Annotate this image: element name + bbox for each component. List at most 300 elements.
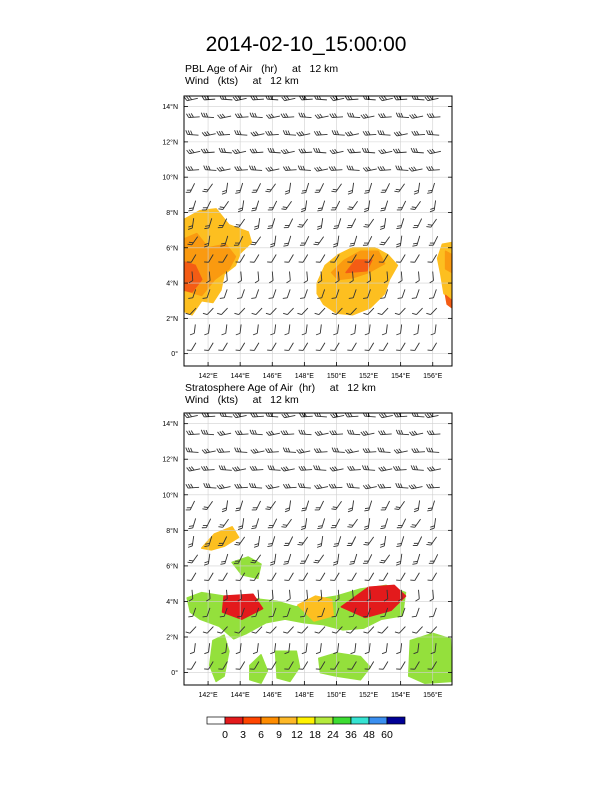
wind-barb [285,500,291,512]
wind-barb [396,235,402,247]
wind-barb [235,113,248,118]
wind-barb [235,217,245,229]
wind-barb [345,130,359,137]
wind-barb [283,448,296,453]
wind-barb [283,483,296,488]
wind-barb [250,341,259,352]
wind-barb [222,182,228,194]
wind-barb [315,624,325,635]
colorbar-swatch [297,717,315,724]
wind-barb [381,499,390,512]
wind-barb [361,429,375,436]
wind-barb [330,341,339,352]
wind-barb [427,483,440,488]
wind-barb [217,165,231,172]
wind-barb [364,518,370,530]
wind-barb [217,130,230,135]
wind-barb [298,217,308,229]
wind-barb [281,199,291,211]
y-tick-label: 14°N [162,421,178,429]
colorbar-label: 48 [363,729,375,741]
wind-barb [283,235,290,248]
colorbar-label: 0 [222,729,228,741]
panel2-title: Stratosphere Age of Air (hr) at 12 km [185,382,376,394]
wind-barb [284,252,293,263]
wind-barb [347,113,360,118]
wind-barb [412,288,419,300]
wind-barb [378,448,391,453]
wind-barb [412,607,419,619]
wind-barb [313,148,326,153]
wind-barb [186,130,199,135]
y-tick-label: 14°N [162,104,178,112]
panel1-wind-title: Wind (kts) at 12 km [185,75,299,87]
wind-barb [237,288,244,300]
wind-barb [299,659,308,670]
wind-barb [365,571,374,582]
wind-barb [283,166,296,171]
wind-barb [202,130,216,137]
wind-barb [396,553,402,565]
y-tick-label: 8°N [166,209,178,217]
wind-barb [347,483,360,488]
wind-barb [232,147,246,154]
wind-barb [218,429,232,436]
wind-barb [378,166,391,171]
wind-barb [188,552,198,564]
wind-barb [333,643,338,654]
wind-barb [410,571,419,582]
wind-barb [314,165,328,172]
wind-barb [379,94,393,101]
wind-barb [254,535,260,547]
wind-barb [297,130,311,137]
wind-barb [427,465,441,472]
age-region-8 [446,251,452,272]
wind-barb [188,199,195,212]
wind-barb [414,324,419,335]
wind-barb [313,465,326,470]
wind-barb [395,624,405,635]
wind-barb [363,553,372,566]
wind-barb [298,535,308,547]
y-tick-label: 2°N [166,315,178,323]
age-region-7 [210,635,229,681]
wind-barb [348,182,354,194]
wind-barb [268,272,273,283]
wind-barb [380,535,386,547]
wind-barb [347,166,360,171]
wind-barb [219,148,232,153]
colorbar-swatch [279,717,297,724]
wind-barb [186,430,199,435]
wind-barb [184,94,198,101]
wind-barb [413,535,422,548]
wind-barb [251,130,265,137]
wind-barb [348,148,361,153]
wind-barb [265,181,275,193]
wind-barb [409,483,423,490]
wind-barb [412,624,422,635]
wind-barb [253,643,258,654]
wind-barb [331,517,340,530]
wind-barb [203,166,216,171]
wind-barb [316,571,325,582]
wind-barb [267,535,274,548]
wind-barb [186,483,199,488]
colorbar-swatch [243,717,261,724]
wind-barb [204,643,209,654]
wind-barb [363,130,376,135]
wind-barb [427,430,440,435]
wind-barb [297,624,307,635]
wind-barb [315,112,329,119]
wind-barb [285,324,290,335]
wind-barb [379,147,393,154]
y-tick-label: 12°N [162,139,178,147]
wind-barb [237,272,242,283]
wind-barb [315,429,329,436]
wind-barb [395,305,405,316]
wind-barb [364,499,371,512]
wind-barb [186,448,199,453]
wind-barb [347,341,356,352]
wind-barb [190,643,195,654]
x-tick-label: 146°E [262,373,282,380]
wind-barb [348,500,354,512]
age-region-10 [319,653,370,680]
wind-barb [428,571,437,582]
wind-barb [329,483,342,488]
wind-barb [425,94,439,101]
wind-barb [409,165,423,172]
wind-barb [301,182,308,195]
wind-barb [299,571,308,582]
wind-barb [283,305,293,316]
wind-barb [186,499,195,512]
wind-barb [363,448,376,453]
wind-barb [428,341,437,352]
wind-barb [396,217,403,230]
map-panel-2 [162,412,452,699]
wind-barb [410,429,424,436]
wind-barb [351,643,356,654]
wind-barb [378,430,391,435]
wind-barb [395,483,408,488]
wind-barb [250,113,263,118]
wind-barb [250,466,263,471]
wind-barb [266,624,276,635]
wind-barb [429,553,438,566]
wind-barb [415,590,420,601]
wind-barb [411,465,424,470]
colorbar-swatch [333,717,351,724]
wind-barb [316,252,325,263]
wind-barb [219,465,232,470]
x-tick-label: 154°E [391,373,411,380]
wind-barb [286,590,291,601]
wind-barb [315,182,324,195]
wind-barb [347,571,356,582]
wind-barb [429,590,434,601]
wind-barb [238,200,244,212]
x-tick-label: 146°E [262,692,282,699]
wind-barb [380,218,386,230]
wind-barb [396,535,403,548]
wind-barb [204,341,213,352]
wind-barb [410,112,424,119]
age-region-9 [276,651,300,681]
wind-barb [394,499,404,511]
wind-barb [283,624,293,635]
wind-barb [347,517,357,529]
wind-barb [283,553,290,566]
wind-barb [410,252,419,263]
colorbar-label: 60 [381,729,393,741]
wind-barb [361,112,375,119]
wind-barb [252,499,261,512]
wind-barb [235,166,248,171]
page-title: 2014-02-10_15:00:00 [205,33,407,56]
wind-barb [316,643,321,654]
wind-barb [314,130,327,135]
wind-barb [250,148,263,153]
wind-barb [265,499,275,511]
colorbar-label: 36 [345,729,357,741]
map-panel-1 [162,94,452,380]
x-tick-label: 152°E [358,692,379,699]
x-tick-label: 142°E [198,373,218,380]
wind-barb [235,499,242,512]
wind-barb [217,448,230,453]
y-tick-label: 8°N [166,527,178,535]
wind-barb [314,234,324,246]
wind-barb [331,199,340,212]
wind-barb [187,147,201,154]
wind-barb [317,535,323,547]
x-tick-label: 150°E [326,692,347,699]
wind-barb [397,517,406,530]
wind-barb [250,252,259,263]
wind-barb [431,324,436,335]
wind-barb [270,324,275,335]
wind-barb [299,466,312,471]
wind-barb [330,571,339,582]
wind-barb [317,517,324,530]
wind-barb [218,517,228,529]
colorbar-swatch [207,717,225,724]
wind-barb [297,305,307,316]
wind-barb [380,199,387,212]
wind-barb [299,430,312,435]
wind-barb [427,166,440,171]
wind-barb [412,130,425,135]
wind-barb [222,500,228,512]
x-tick-label: 156°E [423,373,443,380]
x-tick-label: 148°E [294,692,314,699]
wind-barb [267,341,276,352]
wind-barb [202,181,212,193]
wind-barb [364,182,371,195]
wind-barb [396,113,409,118]
wind-barb [316,324,321,335]
wind-barb [333,217,340,230]
wind-barb [234,448,247,453]
wind-barb [187,341,196,352]
wind-barb [284,535,293,548]
wind-barb [217,483,231,490]
wind-barb [250,430,263,435]
y-tick-label: 6°N [166,245,178,253]
wind-barb [427,182,434,195]
wind-barb [393,148,406,153]
wind-barb [398,288,405,300]
colorbar-label: 18 [309,729,321,741]
wind-barb [201,430,214,435]
wind-barb [251,288,258,300]
wind-barb [234,305,244,316]
wind-barb [378,483,391,488]
wind-barb [238,518,244,530]
wind-barb [349,553,356,566]
wind-barb [316,341,325,352]
panel1-title: PBL Age of Air (hr) at 12 km [185,63,339,75]
wind-barb [301,200,307,212]
colorbar [207,717,405,741]
wind-barb [414,500,420,512]
wind-barb [301,518,307,530]
wind-barb [314,552,324,564]
wind-barb [394,181,404,193]
wind-barb [378,130,391,135]
wind-barb [429,234,438,247]
wind-barb [202,517,211,530]
wind-barb [186,113,199,118]
colorbar-label: 9 [276,729,282,741]
wind-barb [187,465,201,472]
wind-barb [382,324,387,335]
wind-barb [379,465,393,472]
y-tick-label: 6°N [166,563,178,571]
wind-barb [410,517,420,529]
wind-barb [333,324,338,335]
wind-barb [218,112,232,119]
wind-barb [410,199,420,211]
wind-barb [249,483,262,488]
wind-barb [413,217,422,230]
wind-barb [203,483,216,488]
wind-barb [348,466,361,471]
wind-barb [347,199,357,211]
wind-barb [249,166,262,171]
x-tick-label: 142°E [198,692,218,699]
wind-barb [429,272,434,283]
wind-barb [380,517,387,530]
wind-barb [187,659,196,670]
wind-barb [281,113,294,118]
wind-barb [412,448,425,453]
wind-barb [314,483,328,490]
wind-barb [201,113,214,118]
wind-barb [286,272,291,283]
wind-barb [268,465,281,470]
wind-barb [364,200,370,212]
wind-barb [232,465,246,472]
wind-barb [190,324,195,335]
colorbar-swatch [315,717,333,724]
wind-barb [410,341,419,352]
wind-barb [284,341,293,352]
y-tick-label: 10°N [162,174,178,182]
wind-barb [251,517,258,530]
wind-barb [235,483,248,488]
y-tick-label: 4°N [166,280,178,288]
colorbar-swatch [387,717,405,724]
wind-barb [281,147,295,154]
wind-barb [332,130,345,135]
wind-barb [266,429,280,436]
wind-barb [315,499,324,512]
wind-barb [285,182,291,194]
wind-barb [266,112,280,119]
wind-barb [253,324,258,335]
wind-barb [333,535,340,548]
wind-barb [331,94,345,101]
panel2-wind-title: Wind (kts) at 12 km [185,394,299,406]
wind-barb [254,272,259,283]
y-tick-label: 4°N [166,598,178,606]
wind-barb [204,571,213,582]
wind-barb [283,130,296,135]
wind-barb [234,130,247,135]
wind-barb [426,305,436,316]
wind-barb [300,288,307,300]
wind-barb [363,234,372,247]
wind-barb [251,199,258,212]
wind-barb [235,182,242,195]
wind-barb [218,199,228,211]
age-region-11 [409,633,452,683]
wind-barb [412,235,419,248]
wind-barb [349,235,356,248]
wind-barb [187,571,196,582]
wind-barb [378,305,388,316]
y-tick-label: 12°N [162,456,178,464]
wind-barb [186,182,195,195]
wind-barb [393,466,406,471]
wind-barb [283,288,290,300]
wind-barb [412,305,422,316]
wind-barb [267,659,276,670]
x-tick-label: 150°E [326,373,347,380]
wind-barb [379,341,388,352]
wind-barb [299,148,312,153]
wind-barb [281,465,295,472]
wind-barb [347,535,356,548]
colorbar-label: 12 [291,729,303,741]
y-tick-label: 0° [171,351,178,359]
y-tick-label: 10°N [162,492,178,500]
wind-barb [415,272,420,283]
wind-barb [397,199,406,212]
wind-barb [345,447,359,454]
wind-barb [379,659,388,670]
wind-barb [268,148,281,153]
wind-barb [202,447,216,454]
y-tick-label: 0° [171,670,178,678]
wind-barb [381,182,390,195]
wind-barb [380,234,390,246]
